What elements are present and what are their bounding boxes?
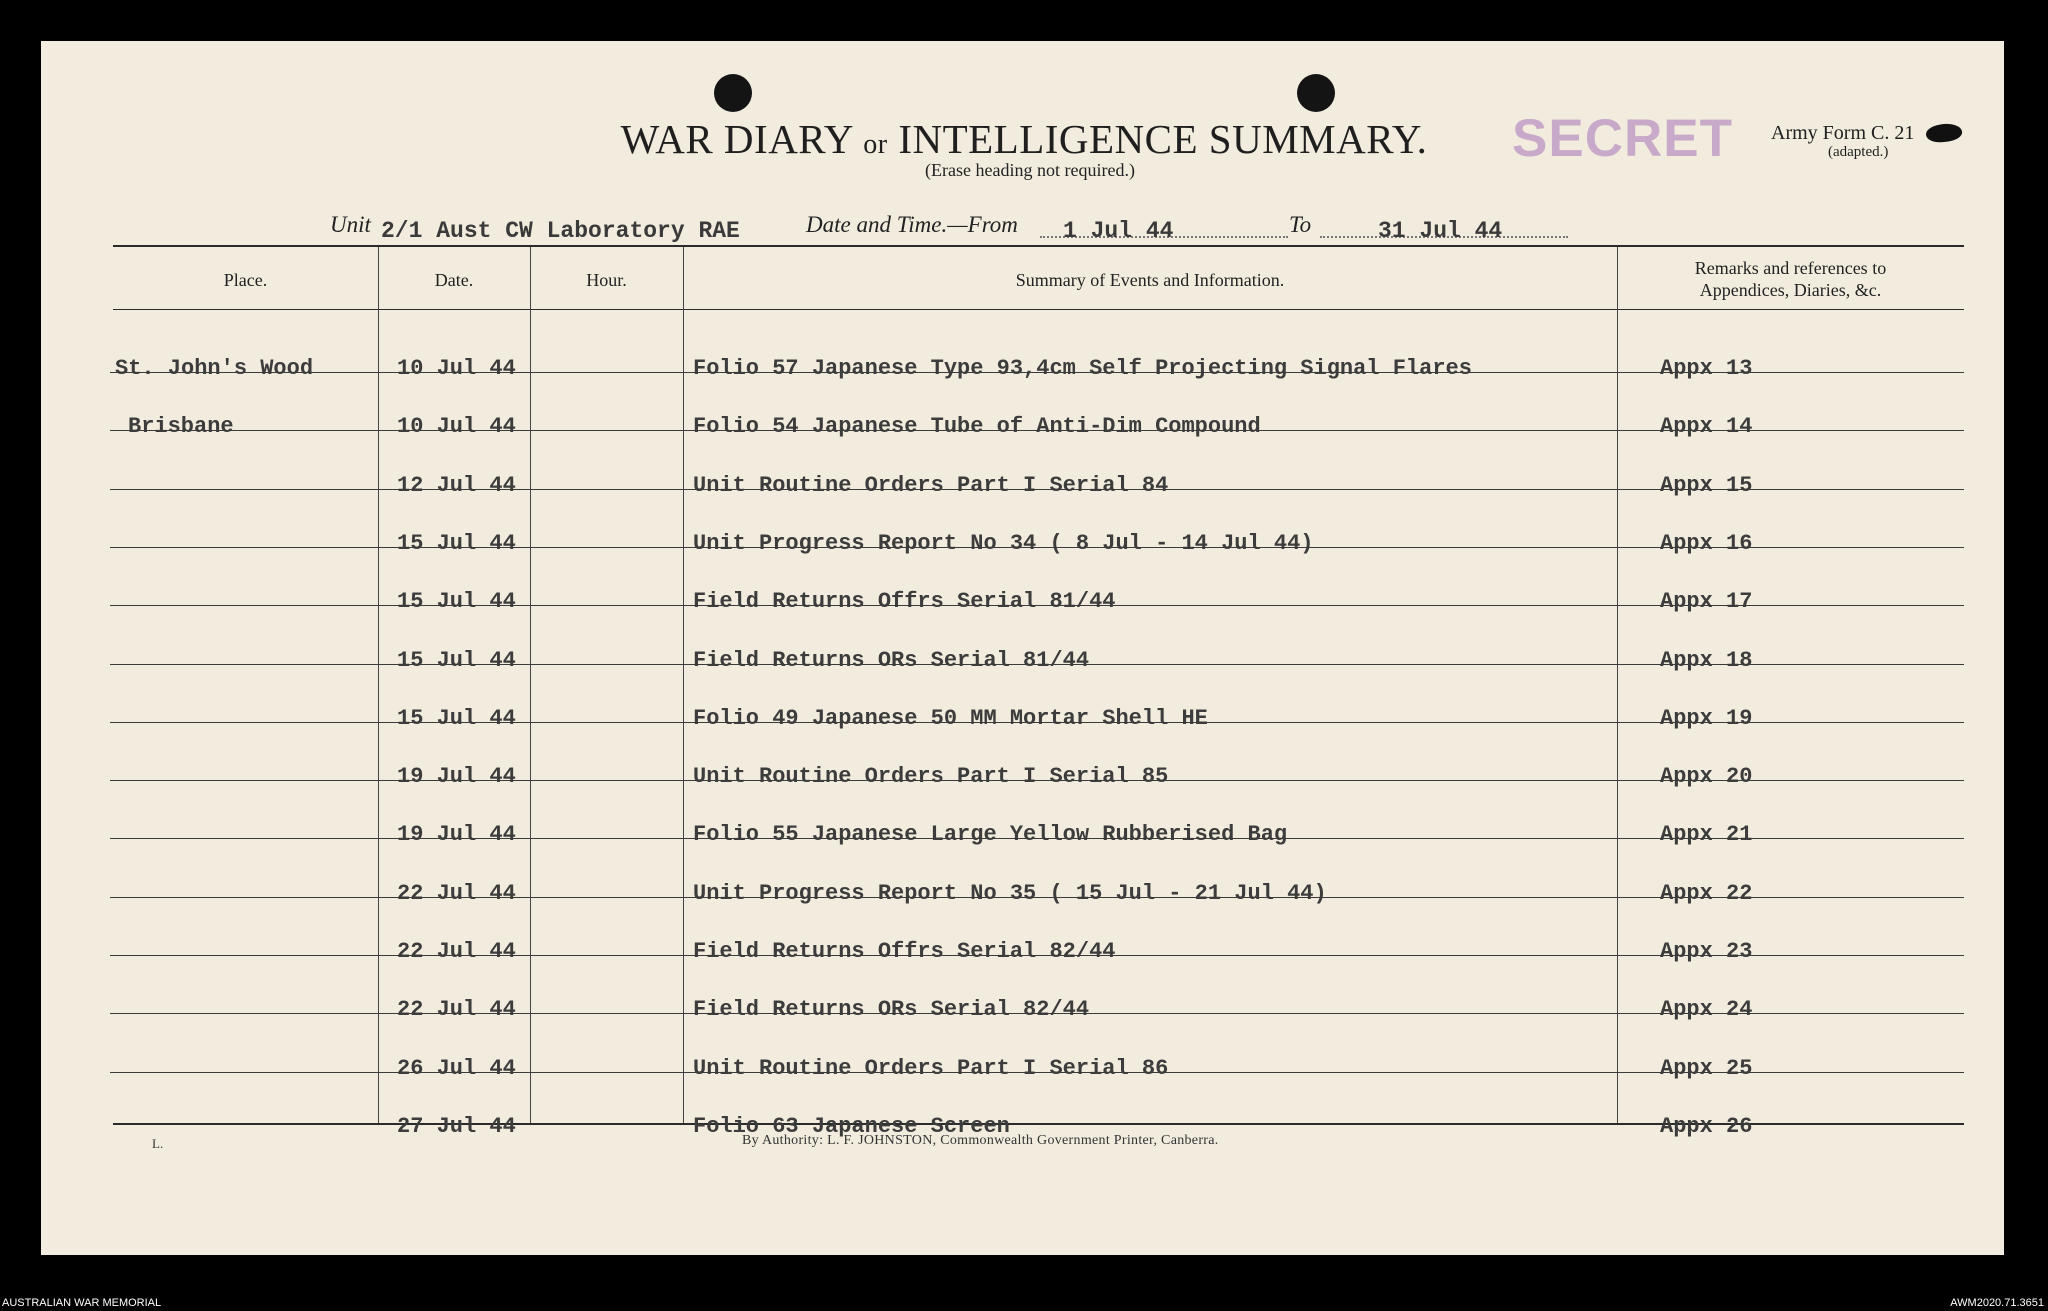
archive-credit-left: AUSTRALIAN WAR MEMORIAL — [2, 1297, 162, 1309]
summary-cell: Unit Routine Orders Part I Serial 84 — [693, 472, 1169, 498]
archive-credit-right: AWM2020.71.3651 — [1950, 1297, 2044, 1309]
place-cell: Brisbane — [128, 414, 234, 440]
remarks-cell: Appx 26 — [1660, 1113, 1753, 1139]
date-cell: 26 Jul 44 — [397, 1055, 516, 1081]
secret-stamp: SECRET — [1512, 109, 1733, 168]
date-cell: 22 Jul 44 — [397, 997, 516, 1023]
remarks-cell: Appx 13 — [1660, 356, 1753, 381]
col-header-summary: Summary of Events and Information. — [1015, 270, 1285, 290]
remarks-cell: Appx 23 — [1660, 939, 1753, 964]
remarks-cell: Appx 14 — [1660, 414, 1753, 440]
remarks-cell: Appx 16 — [1660, 530, 1753, 556]
adapted-label: (adapted.) — [1828, 144, 1889, 160]
punch-hole-right — [1297, 74, 1335, 112]
remarks-cell: Appx 25 — [1660, 1055, 1753, 1081]
date-cell: 15 Jul 44 — [397, 589, 516, 615]
date-cell: 19 Jul 44 — [397, 822, 516, 848]
footer-mark: L. — [152, 1136, 164, 1151]
summary-cell: Folio 55 Japanese Large Yellow Rubberised Bag — [693, 822, 1288, 848]
header-bottom-rule — [113, 309, 1964, 310]
remarks-cell: Appx 18 — [1660, 647, 1753, 673]
punch-hole-left — [714, 74, 752, 112]
summary-cell: Field Returns Offrs Serial 81/44 — [693, 589, 1116, 615]
remarks-cell: Appx 22 — [1660, 880, 1753, 906]
summary-cell: Folio 49 Japanese 50 MM Mortar Shell HE — [693, 705, 1208, 731]
col-header-place: Place. — [223, 270, 268, 290]
summary-cell: Field Returns ORs Serial 82/44 — [693, 997, 1090, 1023]
summary-cell: Unit Progress Report No 34 ( 8 Jul - 14 Jul 44) — [693, 530, 1314, 556]
title-war-diary: WAR DIARY — [620, 116, 853, 162]
remarks-cell: Appx 15 — [1660, 472, 1753, 498]
col-divider-place — [378, 247, 379, 1123]
col-header-hour: Hour. — [586, 270, 627, 290]
unit-value: 2/1 Aust CW Laboratory RAE — [381, 218, 740, 244]
place-cell: St. John's Wood — [115, 356, 314, 381]
summary-cell: Unit Routine Orders Part I Serial 86 — [693, 1055, 1169, 1081]
unit-label: Unit — [330, 212, 371, 237]
date-cell: 15 Jul 44 — [397, 705, 516, 731]
col-divider-date — [530, 247, 531, 1123]
summary-cell: Folio 63 Japanese Screen — [693, 1113, 1010, 1139]
col-divider-summary — [1617, 247, 1618, 1123]
remarks-cell: Appx 20 — [1660, 764, 1753, 790]
date-cell: 12 Jul 44 — [397, 472, 516, 498]
summary-cell: Folio 57 Japanese Type 93,4cm Self Projecting Signal Flares — [693, 356, 1472, 381]
date-cell: 27 Jul 44 — [397, 1113, 516, 1139]
date-cell: 22 Jul 44 — [397, 880, 516, 906]
summary-cell: Field Returns Offrs Serial 82/44 — [693, 939, 1116, 964]
army-form-label: Army Form C. 21 — [1771, 122, 1915, 144]
date-cell: 15 Jul 44 — [397, 530, 516, 556]
summary-cell: Field Returns ORs Serial 81/44 — [693, 647, 1090, 673]
date-time-label: Date and Time.—From — [806, 212, 1018, 237]
table-top-rule — [113, 245, 1964, 247]
to-label: To — [1289, 212, 1312, 237]
date-cell: 22 Jul 44 — [397, 939, 516, 964]
printer-credit: By Authority: L. F. JOHNSTON, Commonwealth Government Printer, Canberra. — [742, 1133, 1219, 1148]
erase-note: (Erase heading not required.) — [925, 160, 1135, 180]
title-or: or — [863, 129, 888, 160]
remarks-cell: Appx 24 — [1660, 997, 1753, 1023]
summary-cell: Unit Progress Report No 35 ( 15 Jul - 21 Jul 44) — [693, 880, 1327, 906]
from-value: 1 Jul 44 — [1063, 218, 1174, 244]
col-divider-hour — [683, 247, 684, 1123]
date-cell: 10 Jul 44 — [397, 414, 516, 440]
date-cell: 15 Jul 44 — [397, 647, 516, 673]
summary-cell: Unit Routine Orders Part I Serial 85 — [693, 764, 1169, 790]
title-intelligence-summary: INTELLIGENCE SUMMARY. — [898, 116, 1428, 162]
remarks-cell: Appx 19 — [1660, 705, 1753, 731]
col-header-remarks-1: Remarks and references to — [1694, 258, 1887, 278]
to-value: 31 Jul 44 — [1378, 218, 1503, 244]
summary-cell: Folio 54 Japanese Tube of Anti-Dim Compound — [693, 414, 1261, 440]
col-header-date: Date. — [434, 270, 474, 290]
page-title — [0, 115, 2048, 163]
date-cell: 10 Jul 44 — [397, 356, 516, 381]
col-header-remarks-2: Appendices, Diaries, &c. — [1699, 280, 1882, 300]
remarks-cell: Appx 17 — [1660, 589, 1753, 615]
date-cell: 19 Jul 44 — [397, 764, 516, 790]
remarks-cell: Appx 21 — [1660, 822, 1753, 848]
